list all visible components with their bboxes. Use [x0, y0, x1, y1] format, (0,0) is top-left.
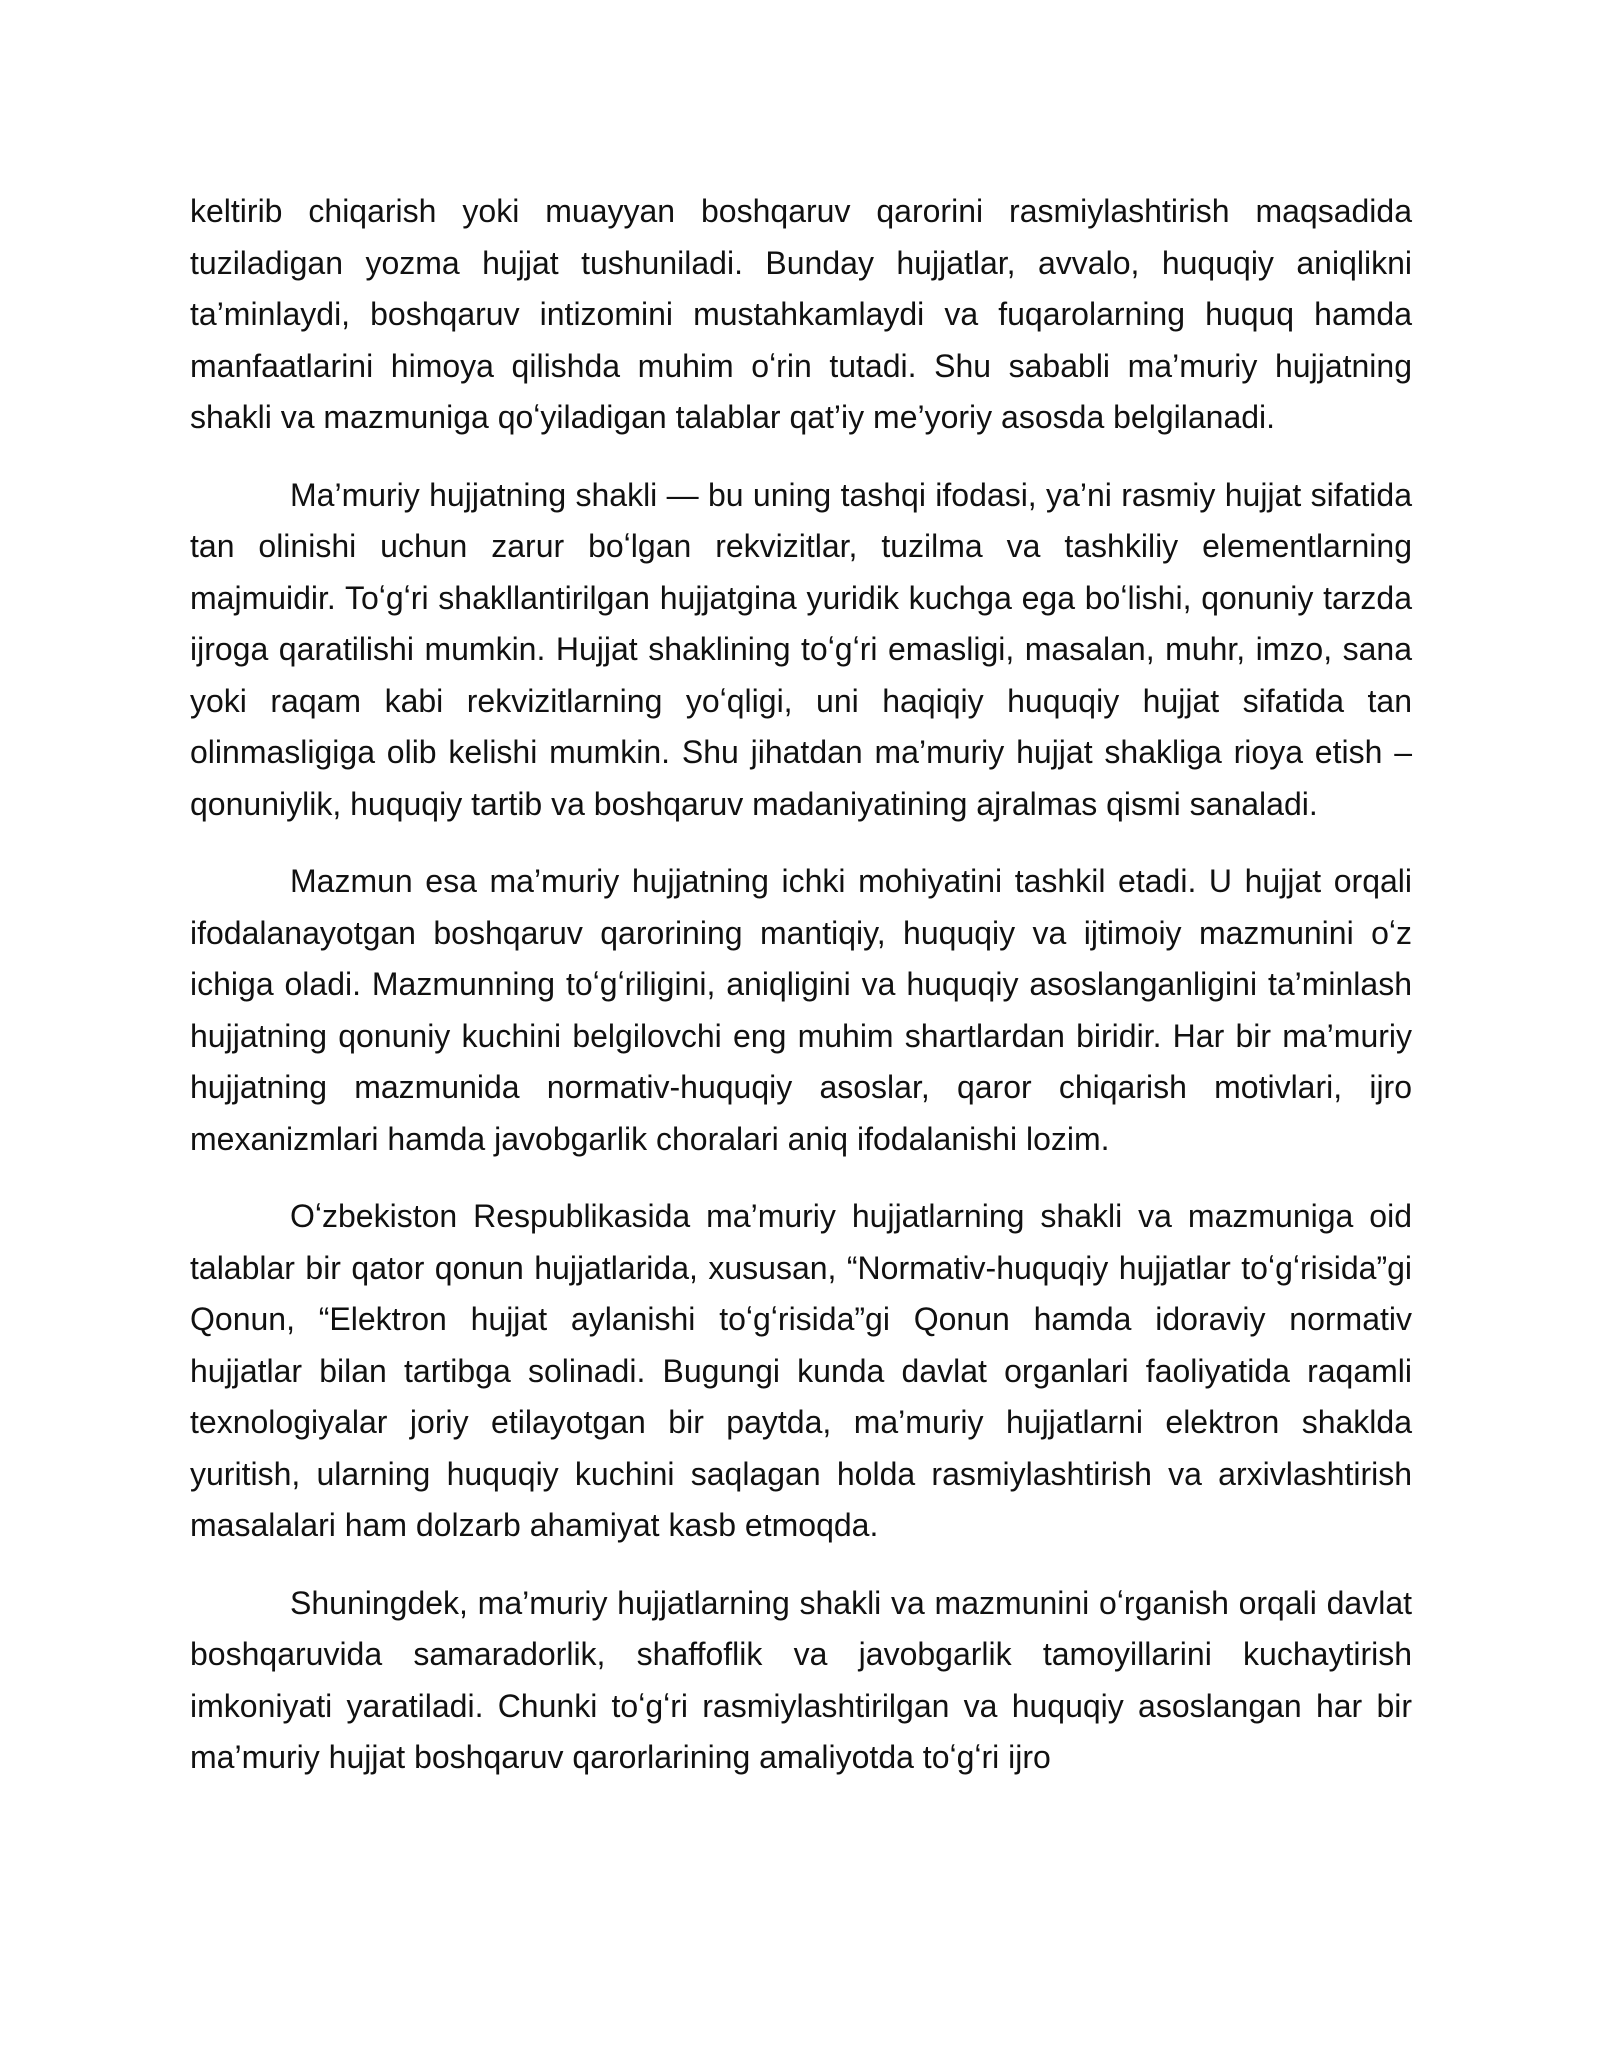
paragraph-governance-efficiency: Shuningdek, ma’muriy hujjatlarning shakli va mazmunini oʻrganish orqali davlat boshqaruvida samaradorlik, shaffoflik va javobgarlik tamoyillarini kuchaytirish imkoniyati yaratiladi. Chunki toʻgʻri rasmiylashtirilgan va huquqiy asoslangan har bir ma’muriy hujjat boshqaruv qarorlarining amaliyotda toʻgʻri ijro: [190, 1584, 1412, 1775]
paragraph-legal-regulation: Oʻzbekiston Respublikasida ma’muriy hujjatlarning shakli va mazmuniga oid talablar bir qator qonun hujjatlarida, xususan, “Normativ-huquqiy hujjatlar toʻgʻrisida”gi Qonun, “Elektron hujjat aylanishi toʻgʻrisida”gi Qonun hamda idoraviy normativ hujjatlar bilan tartibga solinadi. Bugungi kunda davlat organlari faoliyatida raqamli texnologiyalar joriy etilayotgan bir paytda, ma’muriy hujjatlarni elektron shaklda yuritish, ularning huquqiy kuchini saqlagan holda rasmiylashtirish va arxivlashtirish masalalari ham dolzarb ahamiyat kasb etmoqda.: [190, 1198, 1412, 1543]
document-body: [190, 186, 1412, 1810]
paragraph-continuation: keltirib chiqarish yoki muayyan boshqaruv qarorini rasmiylashtirish maqsadida tuziladigan yozma hujjat tushuniladi. Bunday hujjatlar, avvalo, huquqiy aniqlikni ta’minlaydi, boshqaruv intizomini mustahkamlaydi va fuqarolarning huquq hamda manfaatlarini himoya qilishda muhim oʻrin tutadi. Shu sababli ma’muriy hujjatning shakli va mazmuniga qoʻyiladigan talablar qat’iy me’yoriy asosda belgilanadi.: [190, 193, 1412, 435]
paragraph-form-of-document: Ma’muriy hujjatning shakli — bu uning tashqi ifodasi, ya’ni rasmiy hujjat sifatida tan olinishi uchun zarur boʻlgan rekvizitlar, tuzilma va tashkiliy elementlarning majmuidir. Toʻgʻri shakllantirilgan hujjatgina yuridik kuchga ega boʻlishi, qonuniy tarzda ijroga qaratilishi mumkin. Hujjat shaklining toʻgʻri emasligi, masalan, muhr, imzo, sana yoki raqam kabi rekvizitlarning yoʻqligi, uni haqiqiy huquqiy hujjat sifatida tan olinmasligiga olib kelishi mumkin. Shu jihatdan ma’muriy hujjat shakliga rioya etish – qonuniylik, huquqiy tartib va boshqaruv madaniyatining ajralmas qismi sanaladi.: [190, 476, 1412, 822]
paragraph-content-of-document: Mazmun esa ma’muriy hujjatning ichki mohiyatini tashkil etadi. U hujjat orqali ifodalanayotgan boshqaruv qarorining mantiqiy, huquqiy va ijtimoiy mazmunini oʻz ichiga oladi. Mazmunning toʻgʻriligini, aniqligini va huquqiy asoslanganligini ta’minlash hujjatning qonuniy kuchini belgilovchi eng muhim shartlardan biridir. Har bir ma’muriy hujjatning mazmunida normativ-huquqiy asoslar, qaror chiqarish motivlari, ijro mexanizmlari hamda javobgarlik choralari aniq ifodalanishi lozim.: [190, 863, 1412, 1157]
